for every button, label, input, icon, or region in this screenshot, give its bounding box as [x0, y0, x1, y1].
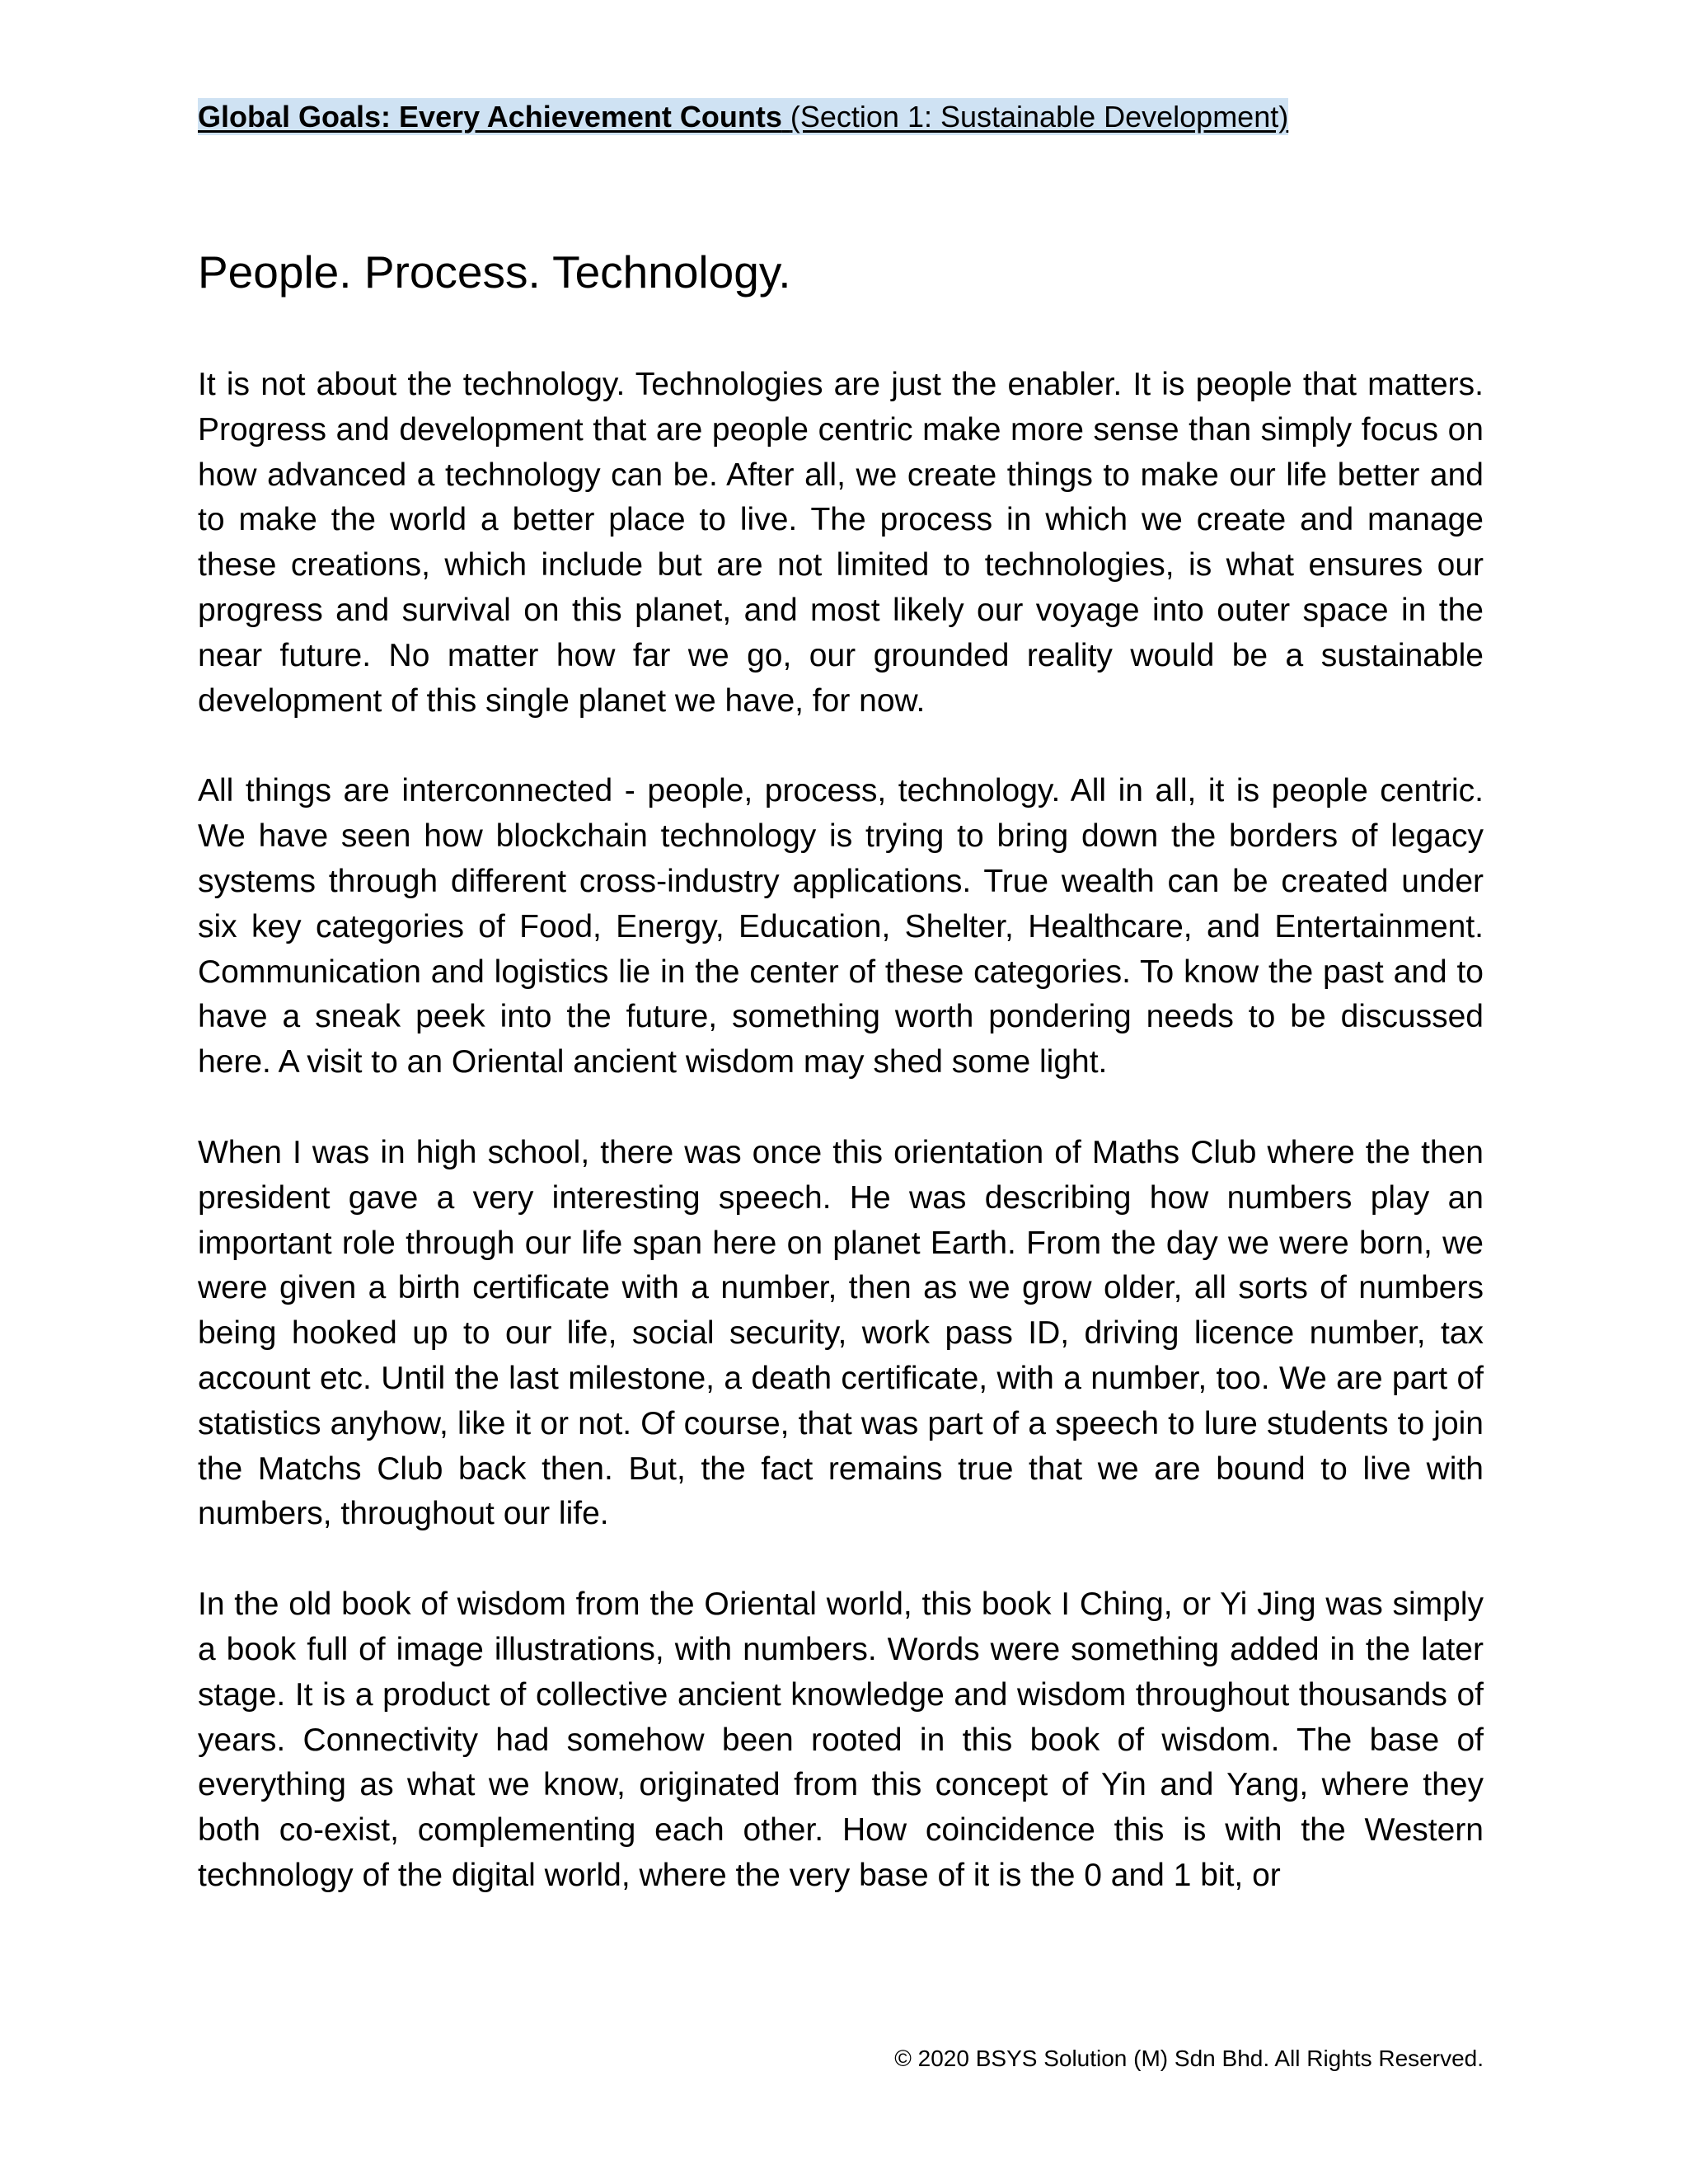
paragraph-2: All things are interconnected - people, process, technology. All in all, it is people centric. We have seen how blockchain technology is trying to bring down the borders of legacy systems through different cross-industry applications. True wealth can be created under six key categories of Food, Energy, Education, Shelter, Healthcare, and Entertainment. Communication and logistics lie in the center of these categories. To know the past and to have a sneak peek into the future, something worth pondering needs to be discussed here. A visit to an Oriental ancient wisdom may shed some light.: [198, 773, 1484, 1080]
header-title: Global Goals: Every Achievement Counts: [198, 100, 782, 134]
paragraph-1: It is not about the technology. Technologies are just the enabler. It is people that matters. Progress and development that are people centric make more sense than simply focus on how advanced a technology can be. After all, we create things to make our life better and to make the world a better place to live. The process in which we create and manage these creations, which include but are not limited to technologies, is what ensures our progress and survival on this planet, and most likely our voyage into outer space in the near future. No matter how far we go, our grounded reality would be a sustainable development of this single planet we have, for now.: [198, 367, 1484, 719]
page-title: People. Process. Technology.: [198, 246, 791, 298]
header-highlight: [198, 98, 1288, 135]
copyright-footer: © 2020 BSYS Solution (M) Sdn Bhd. All Rights Reserved.: [894, 2046, 1484, 2071]
body-text: [198, 363, 1484, 1944]
header-section: (Section 1: Sustainable Development): [790, 100, 1289, 134]
document-header: [198, 97, 1288, 137]
paragraph-4: In the old book of wisdom from the Oriental world, this book I Ching, or Yi Jing was simply a book full of image illustrations, with numbers. Words were something added in the later stage. It is a product of collective ancient knowledge and wisdom throughout thousands of years. Connectivity had somehow been rooted in this book of wisdom. The base of everything as what we know, originated from this concept of Yin and Yang, where they both co-exist, complementing each other. How coincidence this is with the Western technology of the digital world, where the very base of it is the 0 and 1 bit, or: [198, 1586, 1484, 1893]
paragraph-3: When I was in high school, there was once this orientation of Maths Club where the then president gave a very interesting speech. He was describing how numbers play an important role through our life span here on planet Earth. From the day we were born, we were given a birth certificate with a number, then as we grow older, all sorts of numbers being hooked up to our life, social security, work pass ID, driving licence number, tax account etc. Until the last milestone, a death certificate, with a number, too. We are part of statistics anyhow, like it or not. Of course, that was part of a speech to lure students to join the Matchs Club back then. But, the fact remains true that we are bound to live with numbers, throughout our life.: [198, 1134, 1484, 1532]
